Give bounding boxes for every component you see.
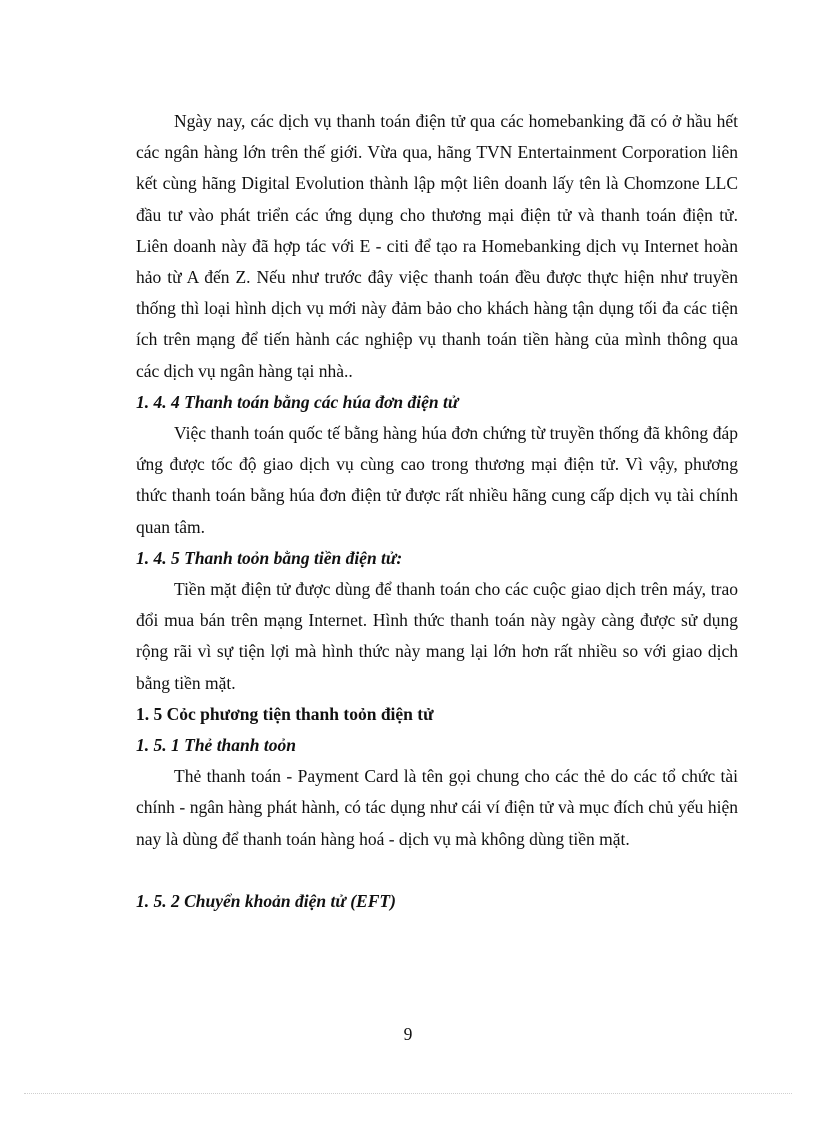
document-body [136, 106, 738, 917]
heading-1-4-4: 1. 4. 4 Thanh toán bằng các húa đơn điện tử [136, 391, 459, 412]
page-number: 9 [403, 1024, 413, 1044]
heading-1-5-1: 1. 5. 1 Thẻ thanh toỏn [136, 735, 296, 756]
paragraph-homebanking: Ngày nay, các dịch vụ thanh toán điện tử qua các homebanking đã có ở hầu hết các ngân hàng lớn trên thế giới. Vừa qua, hãng TVN Entertainment Corporation liên kết cùng hãng Digital Evolution thành lập một liên doanh lấy tên là Chomzone LLC đầu tư vào phát triển các ứng dụng cho thương mại điện tử và thanh toán điện tử. Liên doanh này đã hợp tác với E - citi để tạo ra Homebanking dịch vụ Internet hoàn hảo từ A đến Z. Nếu như trước đây việc thanh toán đều được thực hiện như truyền thống thì loại hình dịch vụ mới này đảm bảo cho khách hàng tận dụng tối đa các tiện ích trên mạng để tiến hành các nghiệp vụ thanh toán tiền hàng của mình thông qua các dịch vụ ngân hàng tại nhà.. [136, 111, 738, 381]
paragraph-payment-card: Thẻ thanh toán - Payment Card là tên gọi chung cho các thẻ do các tổ chức tài chính - ngân hàng phát hành, có tác dụng như cái ví điện tử và mục đích chủ yếu hiện nay là dùng để thanh toán hàng hoá - dịch vụ mà không dùng tiền mặt. [136, 766, 738, 849]
paragraph-electronic-cash: Tiền mặt điện tử được dùng để thanh toán cho các cuộc giao dịch trên máy, trao đổi mua bán trên mạng Internet. Hình thức thanh toán này ngày càng được sử dụng rộng rãi vì sự tiện lợi mà hình thức này mang lại lớn hơn rất nhiều so với giao dịch bằng tiền mặt. [136, 579, 738, 693]
heading-1-4-5: 1. 4. 5 Thanh toỏn bằng tiền điện tử: [136, 547, 403, 568]
heading-1-5-2: 1. 5. 2 Chuyển khoản điện tử (EFT) [136, 890, 396, 911]
paragraph-electronic-invoice: Việc thanh toán quốc tế bằng hàng húa đơn chứng từ truyền thống đã không đáp ứng được tốc độ giao dịch vụ cùng cao trong thương mại điện tử. Vì vậy, phương thức thanh toán bằng húa đơn điện tử được rất nhiều hãng cung cấp dịch vụ tài chính quan tâm. [136, 423, 738, 537]
footer-divider [24, 1093, 792, 1094]
spacer [136, 855, 738, 886]
heading-1-5: 1. 5 Cỏc phương tiện thanh toỏn điện tử [136, 703, 434, 724]
